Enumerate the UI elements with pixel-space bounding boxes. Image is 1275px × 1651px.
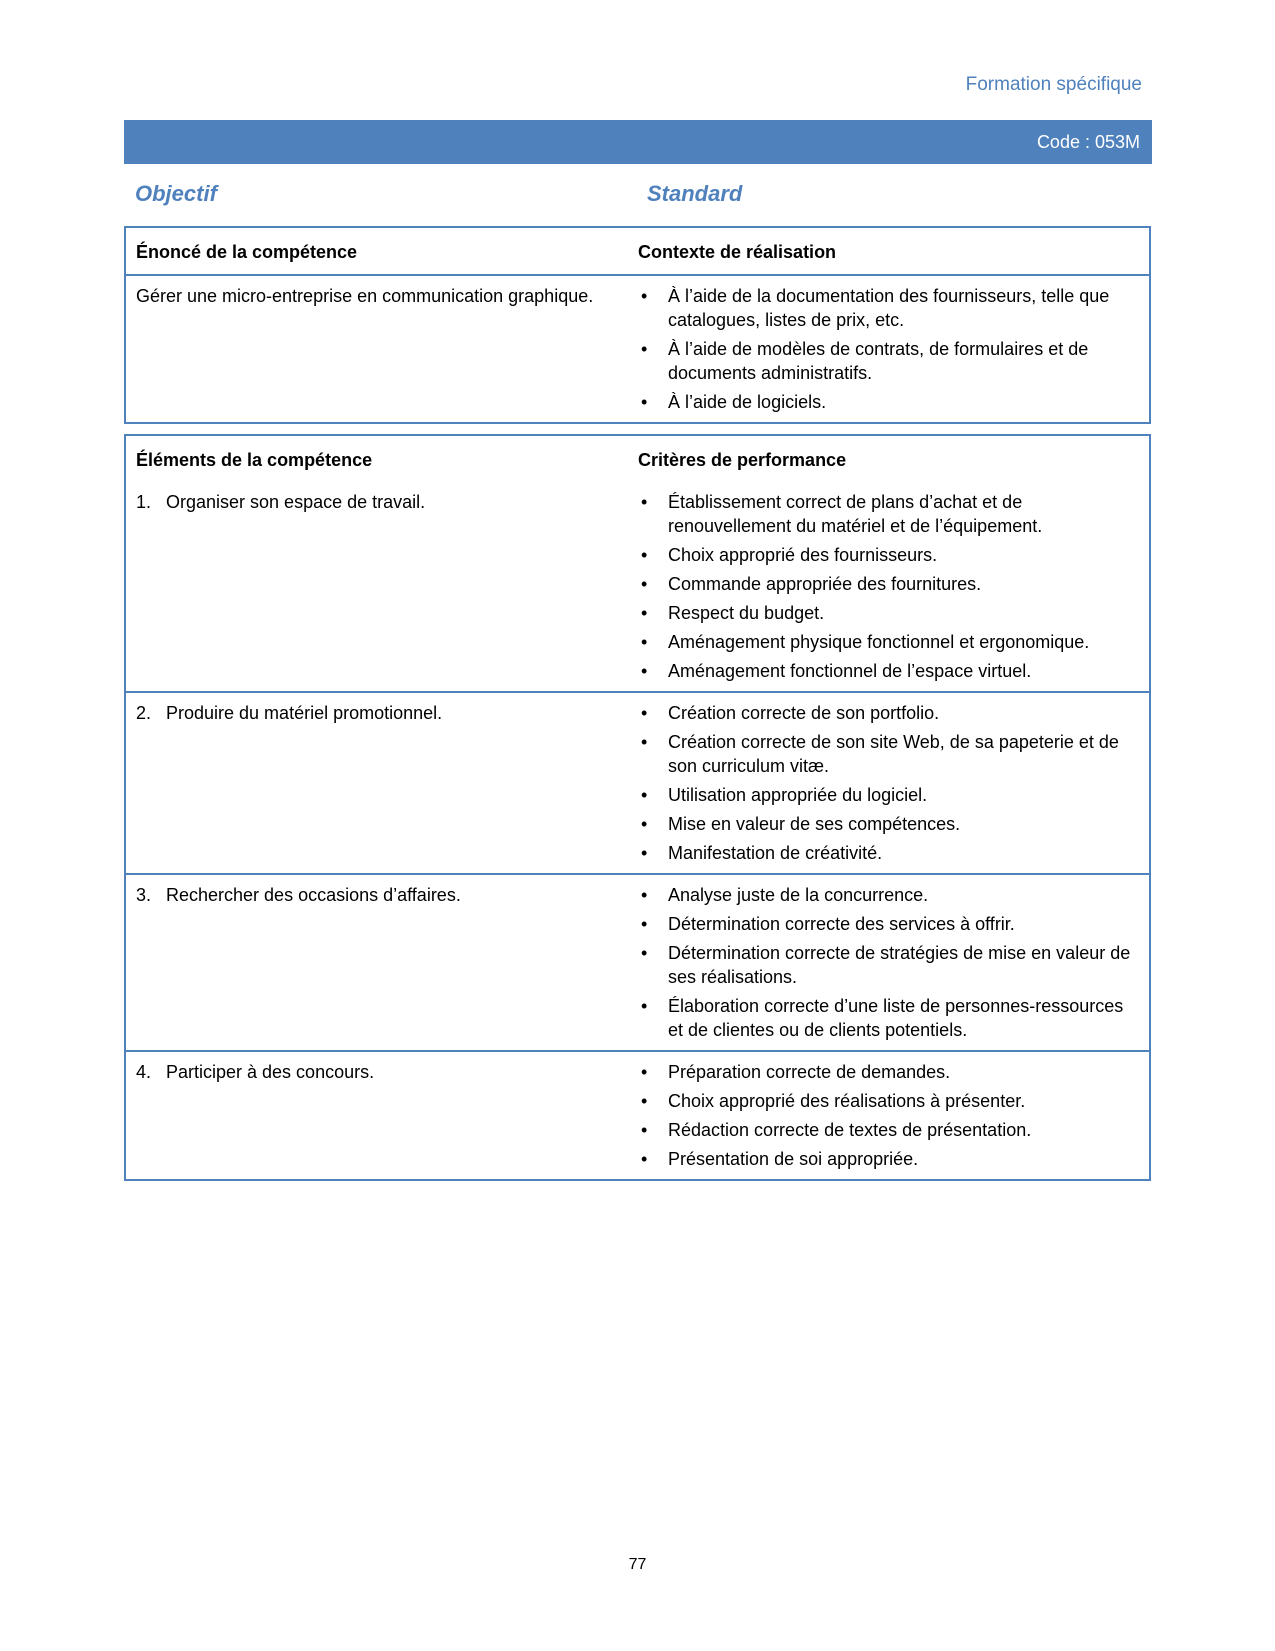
bullet-icon: •: [641, 996, 648, 1016]
element-text: Participer à des concours.: [166, 1062, 375, 1082]
bullet-icon: •: [641, 814, 648, 834]
list-item: [638, 701, 1135, 725]
element-cell: [126, 482, 638, 691]
criteria-list: [638, 490, 1135, 683]
bullet-icon: •: [641, 843, 648, 863]
element-text: Rechercher des occasions d’affaires.: [166, 885, 461, 905]
list-item-text: Élaboration correcte d’une liste de personnes-ressources et de clientes ou de clients potentiels.: [668, 996, 1124, 1040]
table-row: [126, 691, 1149, 873]
list-item-text: Détermination correcte des services à offrir.: [668, 914, 1015, 934]
list-item: [638, 730, 1135, 778]
standard-title: Standard: [647, 181, 743, 206]
table-row: [126, 1050, 1149, 1179]
criteria-list: [638, 883, 1135, 1042]
element-cell: [126, 1052, 638, 1179]
list-item-text: À l’aide de modèles de contrats, de formulaires et de documents administratifs.: [668, 339, 1089, 383]
list-item: [638, 1060, 1135, 1084]
bullet-icon: •: [641, 703, 648, 723]
list-item: [638, 284, 1135, 332]
criteria-header: Critères de performance: [638, 450, 847, 470]
list-item-text: Aménagement fonctionnel de l’espace virtuel.: [668, 661, 1032, 681]
bullet-icon: •: [641, 732, 648, 752]
element-number: 1.: [136, 492, 152, 512]
competency-statement-table: [124, 226, 1151, 424]
objective-title: Objectif: [135, 181, 217, 206]
competency-elements-table: [124, 434, 1151, 1181]
list-item-text: Commande appropriée des fournitures.: [668, 574, 982, 594]
bullet-icon: •: [641, 1062, 648, 1082]
list-item: [638, 883, 1135, 907]
bullet-icon: •: [641, 339, 648, 359]
list-item: [638, 630, 1135, 654]
list-item-text: Aménagement physique fonctionnel et ergonomique.: [668, 632, 1090, 652]
list-item-text: Détermination correcte de stratégies de mise en valeur de ses réalisations.: [668, 943, 1131, 987]
list-item-text: Respect du budget.: [668, 603, 825, 623]
bullet-icon: •: [641, 661, 648, 681]
list-item: [638, 841, 1135, 865]
list-item: [638, 783, 1135, 807]
bullet-icon: •: [641, 632, 648, 652]
statement-header: Énoncé de la compétence: [136, 242, 358, 262]
list-item: [638, 572, 1135, 596]
element-text: Organiser son espace de travail.: [166, 492, 426, 512]
context-list: [638, 284, 1135, 414]
element-number: 3.: [136, 885, 152, 905]
program-code: Code : 053M: [1036, 132, 1140, 152]
bullet-icon: •: [641, 545, 648, 565]
list-item: [638, 812, 1135, 836]
bullet-icon: •: [641, 286, 648, 306]
list-item: [638, 659, 1135, 683]
table-row: [126, 873, 1149, 1050]
page-number: 77: [628, 1556, 647, 1573]
bullet-icon: •: [641, 1149, 648, 1169]
bullet-icon: •: [641, 885, 648, 905]
elements-header-row: [126, 436, 1149, 482]
statement-header-row: [126, 228, 1149, 274]
list-item: [638, 912, 1135, 936]
list-item-text: Choix approprié des réalisations à présenter.: [668, 1091, 1026, 1111]
list-item-text: Rédaction correcte de textes de présentation.: [668, 1120, 1032, 1140]
list-item-text: Manifestation de créativité.: [668, 843, 883, 863]
list-item: [638, 601, 1135, 625]
code-banner: [124, 120, 1152, 164]
element-cell: [126, 693, 638, 873]
list-item-text: Établissement correct de plans d’achat et de renouvellement du matériel et de l’équipement.: [668, 492, 1043, 536]
list-item-text: À l’aide de logiciels.: [668, 392, 827, 412]
element-number: 4.: [136, 1062, 152, 1082]
bullet-icon: •: [641, 943, 648, 963]
list-item: [638, 1147, 1135, 1171]
bullet-icon: •: [641, 492, 648, 512]
list-item: [638, 390, 1135, 414]
bullet-icon: •: [641, 1120, 648, 1140]
element-cell: [126, 875, 638, 1050]
statement-text: Gérer une micro-entreprise en communication graphique.: [136, 286, 594, 306]
statement-row: [126, 274, 1149, 422]
list-item: [638, 1089, 1135, 1113]
list-item: [638, 1118, 1135, 1142]
criteria-list: [638, 701, 1135, 865]
document-header-label: Formation spécifique: [965, 74, 1142, 95]
list-item-text: Utilisation appropriée du logiciel.: [668, 785, 928, 805]
element-number: 2.: [136, 703, 152, 723]
bullet-icon: •: [641, 914, 648, 934]
list-item-text: Choix approprié des fournisseurs.: [668, 545, 938, 565]
list-item-text: Création correcte de son portfolio.: [668, 703, 940, 723]
list-item: [638, 941, 1135, 989]
list-item: [638, 994, 1135, 1042]
table-row: [126, 482, 1149, 691]
element-text: Produire du matériel promotionnel.: [166, 703, 443, 723]
list-item: [638, 337, 1135, 385]
bullet-icon: •: [641, 603, 648, 623]
bullet-icon: •: [641, 574, 648, 594]
list-item: [638, 490, 1135, 538]
elements-header: Éléments de la compétence: [136, 450, 373, 470]
list-item: [638, 543, 1135, 567]
bullet-icon: •: [641, 785, 648, 805]
list-item-text: Mise en valeur de ses compétences.: [668, 814, 961, 834]
list-item-text: Préparation correcte de demandes.: [668, 1062, 951, 1082]
bullet-icon: •: [641, 392, 648, 412]
list-item-text: Présentation de soi appropriée.: [668, 1149, 919, 1169]
context-header: Contexte de réalisation: [638, 242, 837, 262]
list-item-text: Analyse juste de la concurrence.: [668, 885, 929, 905]
list-item-text: Création correcte de son site Web, de sa papeterie et de son curriculum vitæ.: [668, 732, 1119, 776]
bullet-icon: •: [641, 1091, 648, 1111]
criteria-list: [638, 1060, 1135, 1171]
list-item-text: À l’aide de la documentation des fournisseurs, telle que catalogues, listes de prix, etc.: [668, 286, 1110, 330]
